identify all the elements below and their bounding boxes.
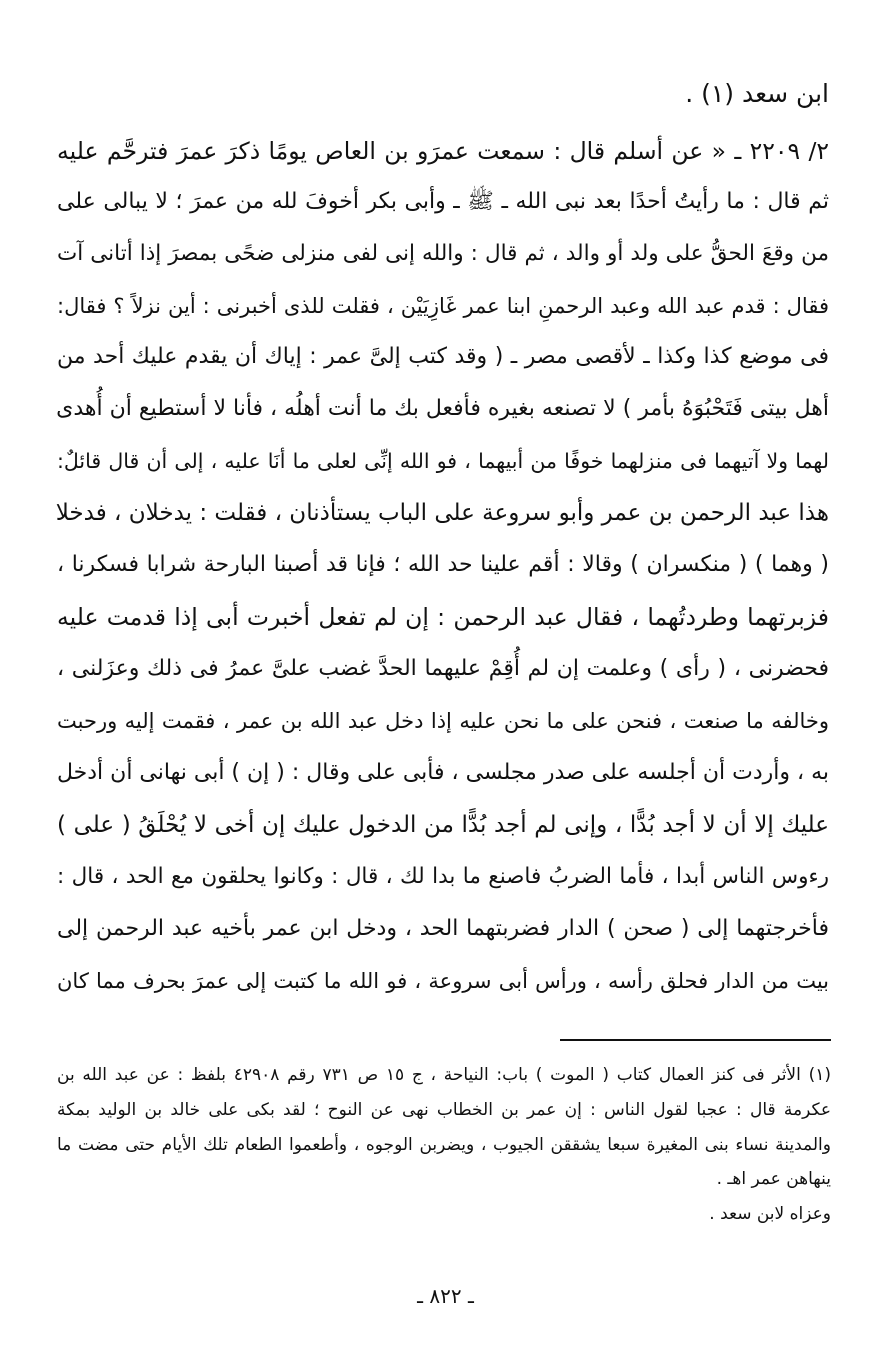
body-line: لهما ولا آتيهما فى منزلهما خوفًا من أبيهما ، فو الله إنِّى لعلى ما أنَا عليه ، إلى أن قال قائلٌ: [57, 449, 829, 473]
body-line: عليك إلا أن لا أجد بُدًّا ، وإنى لم أجد بُدًّا من الدخول عليك إن أخى لا يُحْلَقُ ( على ) [57, 812, 829, 838]
body-line: أهل بيتى فَتَحْبُوَهُ بأمر ) لا تصنعه بغيره فأفعل بك ما أنت أهلُه ، فأنا لا أستطيع أن أُهدى [56, 396, 829, 421]
body-line: ( وهما ) ( منكسران ) وقالا : أقم علينا حد الله ؛ فإنا قد أصبنا البارحة شرابا فسكرنا ، [57, 552, 829, 577]
footnote-line: عكرمة قال : عجبا لقول الناس : إن عمر بن الخطاب نهى عن النوح ؛ لقد بكى على خالد بن الوليد بمكة [57, 1100, 831, 1120]
footnote-line: والمدينة نساء بنى المغيرة سبعا يشققن الجيوب ، ويضربن الوجوه ، وأطعموا الطعام تلك الأيام حتى مضت ما [57, 1135, 831, 1155]
page-number: ـ ٨٢٢ ـ [417, 1284, 474, 1308]
body-line: به ، وأردت أن أجلسه على صدر مجلسى ، فأبى على وقال : ( إن ) أبى نهانى أن أدخل [57, 760, 829, 785]
footnote-separator [560, 1039, 831, 1041]
body-line: فحضرنى ، ( رأى ) وعلمت إن لم أُقِمْ عليهما الحدَّ غضب علىَّ عمرُ فى ذلك وعزَلنى ، [57, 656, 829, 681]
body-line: هذا عبد الرحمن بن عمر وأبو سروعة على الباب يستأذنان ، فقلت : يدخلان ، فدخلا [55, 500, 829, 526]
footnote-line: ينهاهن عمر اهـ . [716, 1169, 831, 1189]
body-line: فقال : قدم عبد الله وعبد الرحمنِ ابنا عمر غَازِيَيْن ، فقلت للذى أخبرنى : أين نزلاً ؟ فقال: [57, 294, 829, 318]
body-line: رءوس الناس أبدا ، فأما الضربُ فاصنع ما بدا لك ، قال : وكانوا يحلقون مع الحد ، قال : [57, 864, 829, 889]
body-line: ابن سعد (١) . [685, 79, 829, 108]
body-line: وخالفه ما صنعت ، فنحن على ما نحن عليه إذا دخل عبد الله بن عمر ، فقمت إليه ورحبت [57, 709, 829, 733]
footnote-line: وعزاه لابن سعد . [709, 1204, 831, 1224]
body-line: فزبرتهما وطردتُهما ، فقال عبد الرحمن : إن لم تفعل أخبرت أبى إذا قدمت عليه [57, 603, 829, 631]
footnote-line: (١) الأثر فى كنز العمال كتاب ( الموت ) باب: النياحة ، ج ١٥ ص ٧٣١ رقم ٤٢٩٠٨ بلفظ : عن عبد الله بن [57, 1065, 831, 1085]
body-line: من وقعَ الحقُّ على ولد أو والد ، ثم قال : والله إنى لفى منزلى ضحًى بمصرَ إذا أتانى آت [57, 241, 829, 266]
body-line: فى موضع كذا وكذا ـ لأقصى مصر ـ ( وقد كتب إلىَّ عمر : إياك أن يقدم عليك أحد من [57, 344, 829, 369]
body-line: ثم قال : ما رأيتُ أحدًا بعد نبى الله ـ ﷺ ـ وأبى بكر أخوفَ لله من عمرَ ؛ لا يبالى على [57, 189, 829, 214]
body-line: ٢/ ٢٢٠٩ ـ « عن أسلم قال : سمعت عمرَو بن العاص يومًا ذكرَ عمرَ فترحَّم عليه [57, 137, 829, 165]
body-line: بيت من الدار فحلق رأسه ، ورأس أبى سروعة ، فو الله ما كتبت إلى عمرَ بحرف مما كان [57, 969, 829, 993]
body-line: فأخرجتهما إلى ( صحن ) الدار فضربتهما الحد ، ودخل ابن عمر بأخيه عبد الرحمن إلى [57, 916, 829, 941]
